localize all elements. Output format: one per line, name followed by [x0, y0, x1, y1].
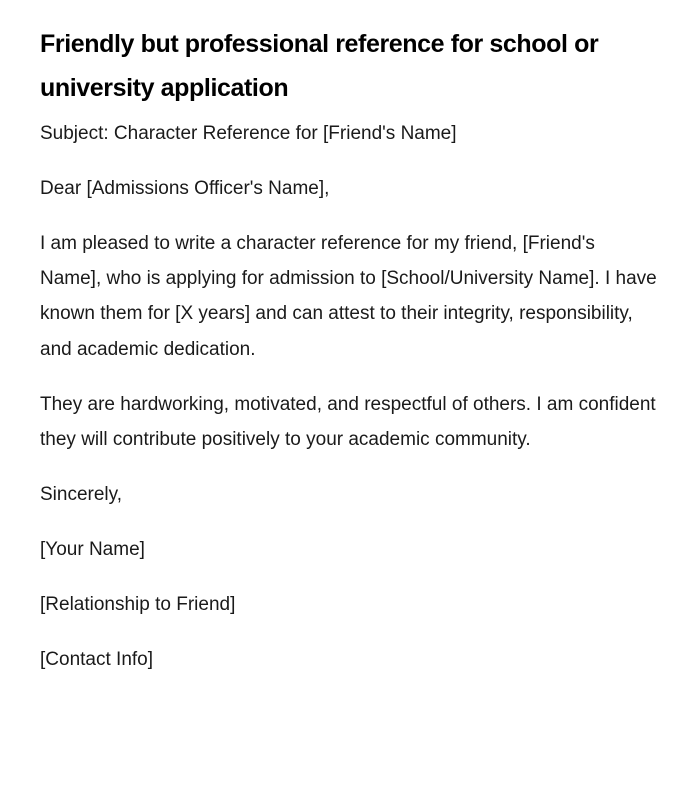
body-paragraph-2: They are hardworking, motivated, and respectful of others. I am confident they will contribute positively to your academic community.: [40, 393, 656, 451]
body-paragraph-1: I am pleased to write a character reference for my friend, [Friend's Name], who is applying for admission to [School/University Name]. I have known them for [X years] and can attest to their integrity, responsibility, and academic dedication.: [40, 233, 657, 360]
signature-name: [Your Name]: [40, 539, 145, 561]
document-title: Friendly but professional reference for school or university application: [40, 30, 599, 102]
closing: Sincerely,: [40, 484, 123, 506]
salutation: Dear [Admissions Officer's Name],: [40, 178, 330, 199]
subject-line: Subject: Character Reference for [Friend's Name]: [40, 123, 457, 144]
signature-relationship: [Relationship to Friend]: [40, 594, 236, 616]
letter-page: [40, 22, 660, 697]
signature-contact: [Contact Info]: [40, 649, 154, 671]
